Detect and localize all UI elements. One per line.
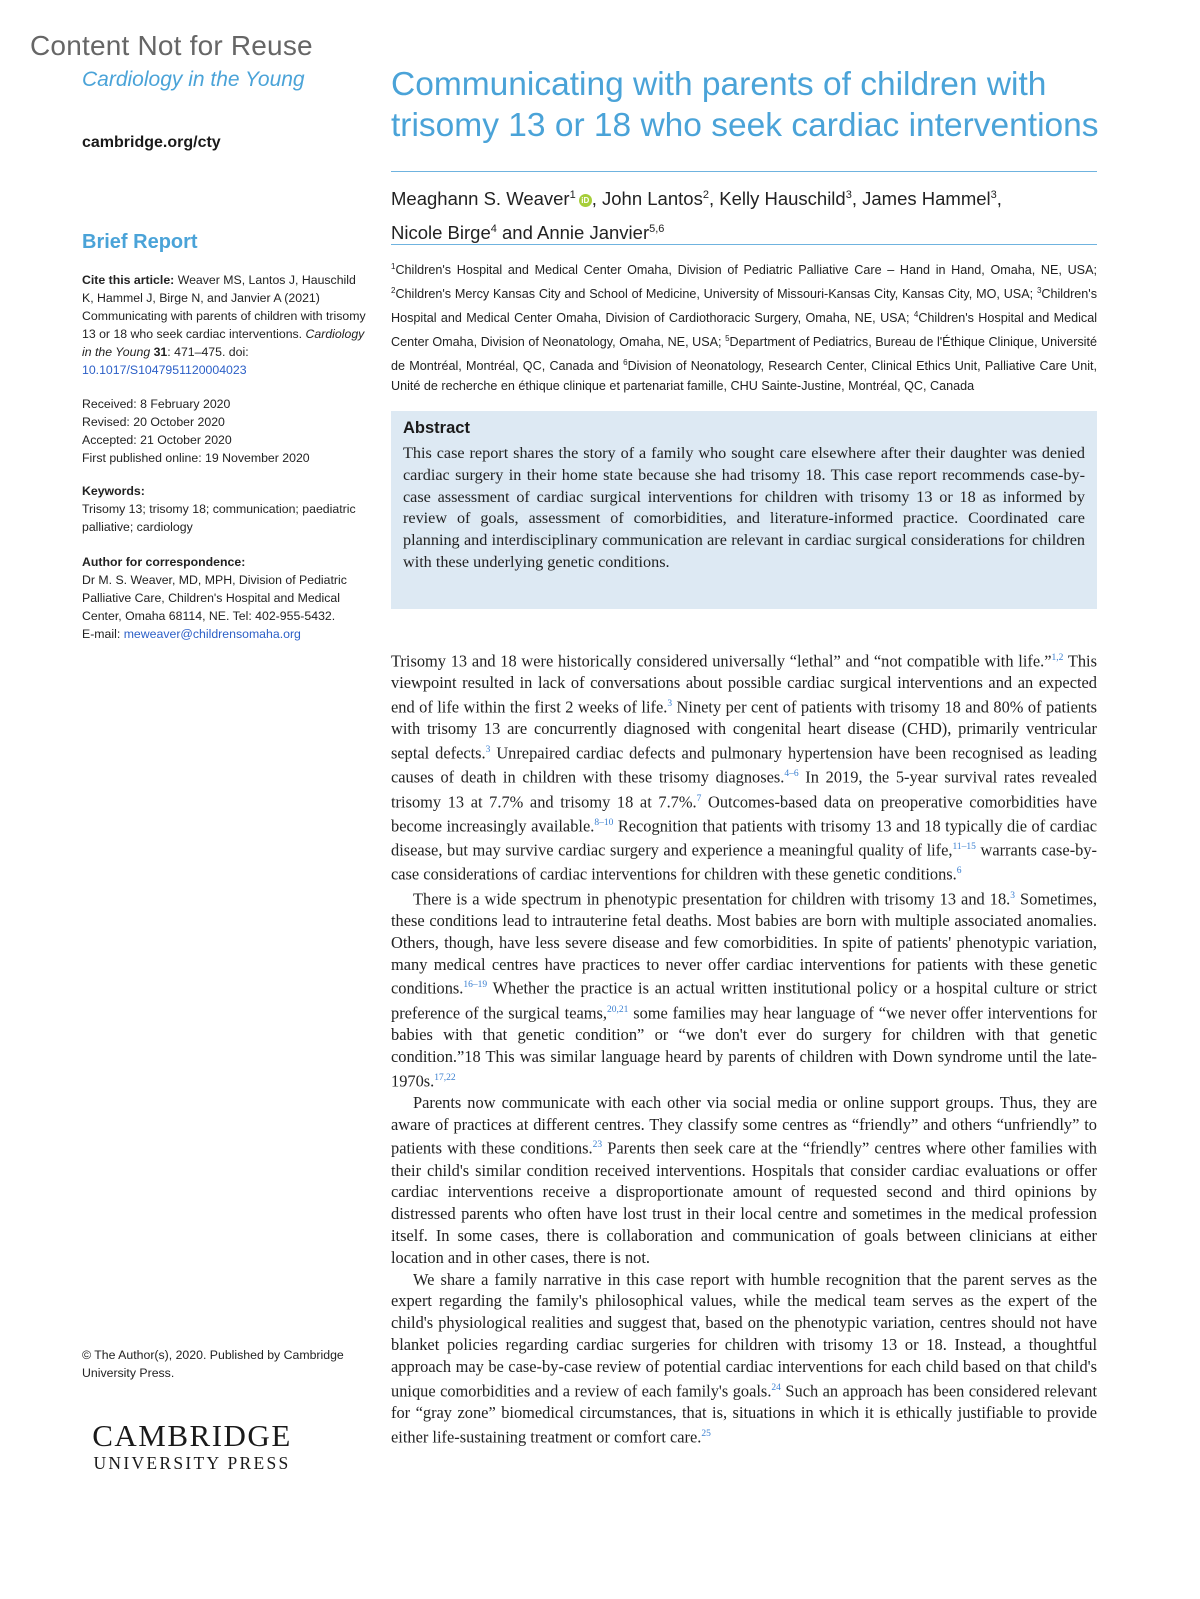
reference-link[interactable]: 1,2 xyxy=(1051,653,1064,663)
cite-volume: 31 xyxy=(153,345,168,359)
email-label: E-mail: xyxy=(82,627,121,641)
affiliation-marker: 2 xyxy=(391,285,396,295)
body-paragraph xyxy=(391,886,1097,1092)
orcid-icon[interactable]: iD xyxy=(579,194,592,207)
body-text-run: Unrepaired cardiac defects and pulmonary hypertension have been recognised as leading causes of death in children with these trisomy diagnoses. xyxy=(391,743,1097,787)
keywords-label: Keywords: xyxy=(82,484,145,498)
affiliation-marker: 6 xyxy=(623,357,628,367)
author-name: Nicole Birge xyxy=(391,222,491,244)
author-affiliation-marker: 1 xyxy=(569,189,576,201)
body-paragraph xyxy=(391,1092,1097,1269)
cite-label: Cite this article: xyxy=(82,273,175,287)
affiliation-marker: 5 xyxy=(725,333,730,343)
body-text-run: Trisomy 13 and 18 were historically considered universally “lethal” and “not compatible with life.” xyxy=(391,651,1052,671)
author-affiliation-marker: 3 xyxy=(990,189,997,201)
affiliation-text: Children's Hospital and Medical Center Omaha, Division of Pediatric Palliative Care – Hand in Hand, Omaha, NE, USA; xyxy=(395,263,1097,278)
body-text-run: Sometimes, these conditions lead to intrauterine fetal deaths. Most babies are born with multiple associated anomalies. Others, though, have less severe disease and few comorbidities. In spite of patients' phenotypic variation, many medical centres have practices to never offer cardiac interventions for patients with these genetic conditions. xyxy=(391,889,1098,998)
reference-link[interactable]: 16–19 xyxy=(463,980,488,991)
doi-link[interactable]: 10.1017/S1047951120004023 xyxy=(82,363,247,377)
date-received: Received: 8 February 2020 xyxy=(82,397,231,411)
title-rule xyxy=(391,171,1097,172)
body-text-run: Such an approach has been considered relevant for “gray zone” biomedical circumstances, that is, situations in which it is ethically justifiable to provide either life-sustaining treatment or comfort care. xyxy=(391,1381,1097,1447)
author-separator: , xyxy=(851,188,863,210)
reference-link[interactable]: 11–15 xyxy=(952,842,976,853)
author-name: Annie Janvier xyxy=(537,222,650,244)
body-paragraph xyxy=(391,648,1097,886)
author-name: John Lantos xyxy=(602,188,703,210)
body-text-run: Ninety per cent of patients with trisomy 18 and 80% of patients with trisomy 13 are concurrently diagnosed with congenital heart disease (CHD), primarily ventricular septal defects. xyxy=(391,697,1097,763)
keywords-block xyxy=(82,482,367,536)
reference-link[interactable]: 3 xyxy=(1010,890,1016,901)
affiliation-text: Children's Mercy Kansas City and School of Medicine, University of Missouri-Kansas City, Kansas City, MO, USA; xyxy=(395,287,1037,302)
watermark: Content Not for Reuse xyxy=(30,30,313,61)
body-text-run: This viewpoint resulted in lack of conversations about possible cardiac surgical interventions and an expected end of life within the first 2 weeks of life. xyxy=(391,651,1097,717)
affiliations xyxy=(391,257,1097,397)
body-text-run: Parents then seek care at the “friendly” centres where other families with their child's similar condition received interventions. Hospitals that consider cardiac evaluations or offer cardiac interventions receive a disproportionate amount of requested second and third opinions by distressed parents who often have lost trust in their local centre and sometimes in the medical profession itself. In some cases, there is collaboration and communication of goals between clinicians at either location and in other cases, there is not. xyxy=(391,1138,1098,1267)
journal-name: Cardiology in the Young xyxy=(82,68,305,91)
affiliation-text: Division of Neonatology, Research Center, Clinical Ethics Unit, Palliative Care Unit, Unité de recherche en éthique clinique et partenariat famille, CHU Sainte-Justine, Montréal, QC, Canada xyxy=(391,359,1097,393)
body-text-run: There is a wide spectrum in phenotypic presentation for children with trisomy 13 and 18. xyxy=(413,889,1011,909)
reference-link[interactable]: 3 xyxy=(485,745,491,756)
author-separator: , xyxy=(591,188,603,210)
keywords-text: Trisomy 13; trisomy 18; communication; paediatric palliative; cardiology xyxy=(82,502,356,534)
author-affiliation-marker: 5,6 xyxy=(649,223,665,236)
dates-block xyxy=(82,395,367,467)
author-name: Kelly Hauschild xyxy=(719,188,846,210)
date-published: First published online: 19 November 2020 xyxy=(82,451,310,465)
correspondence-label: Author for correspondence: xyxy=(82,555,246,569)
reference-link[interactable]: 8–10 xyxy=(594,817,614,828)
abstract-text: This case report shares the story of a family who sought care elsewhere after their daughter was denied cardiac surgery in their home state because she had trisomy 18. This case report recommends case-by-case assessment of cardiac surgical interventions for children with trisomy 13 or 18 as informed by review of goals, assessment of comorbidities, and literature-informed practice. Coordinated care planning and interdisciplinary communication are relevant in cardiac surgical considerations for children with these underlying genetic conditions. xyxy=(403,444,1085,571)
body-text-run: Parents now communicate with each other via social media or online support groups. Thus, they are aware of practices at different centres. They classify some centres as “friendly” and others “unfriendly” to patients with these conditions. xyxy=(391,1092,1097,1158)
body-text-run: In 2019, the 5-year survival rates revealed trisomy 13 at 7.7% and trisomy 18 at 7.7%. xyxy=(391,767,1097,812)
publisher-logo-line1: CAMBRIDGE xyxy=(92,1418,292,1453)
correspondence-block xyxy=(82,553,367,643)
author-name: Meaghann S. Weaver xyxy=(391,188,570,210)
affiliation-marker: 3 xyxy=(1036,285,1042,295)
body-text-run: Outcomes-based data on preoperative comorbidities have become increasingly available. xyxy=(391,792,1097,836)
correspondence-text: Dr M. S. Weaver, MD, MPH, Division of Pediatric Palliative Care, Children's Hospital and Medical Center, Omaha 68114, NE. Tel: 402-955-5432. xyxy=(82,573,347,623)
reference-link[interactable]: 24 xyxy=(771,1382,781,1393)
reference-link[interactable]: 7 xyxy=(696,793,702,804)
affiliation-marker: 4 xyxy=(913,309,919,319)
reference-link[interactable]: 4–6 xyxy=(784,769,799,780)
email-link[interactable]: meweaver@childrensomaha.org xyxy=(123,627,301,641)
publisher-logo xyxy=(82,1419,302,1473)
reference-link[interactable]: 25 xyxy=(701,1428,711,1439)
affiliation-text: Department of Pediatrics, Bureau de l'Éthique Clinique, Université de Montréal, Montréal, QC, Canada and xyxy=(391,335,1097,374)
cite-pages: : 471–475. doi: xyxy=(167,345,249,359)
affiliation-text: Children's Hospital and Medical Center Omaha, Division of Cardiothoracic Surgery, Omaha, NE, USA; xyxy=(391,287,1097,326)
body-text-run: warrants case-by-case considerations of cardiac interventions for children with these genetic conditions. xyxy=(391,840,1098,884)
date-accepted: Accepted: 21 October 2020 xyxy=(82,433,232,447)
body-text xyxy=(391,648,1097,1448)
author-separator: and xyxy=(496,222,538,244)
cite-journal: Cardiology in the Young xyxy=(82,327,365,359)
article-title: Communicating with parents of children with trisomy 13 or 18 who seek cardiac interventions xyxy=(391,66,1099,144)
abstract-heading: Abstract xyxy=(403,419,470,437)
body-text-run: some families may hear language of “we never offer interventions for babies with that genetic condition” or “we don't ever do surgery for children with that genetic condition.”18 This was similar language heard by parents of children with Down syndrome until the late-1970s. xyxy=(391,1003,1097,1090)
reference-link[interactable]: 6 xyxy=(956,866,962,877)
body-text-run: Whether the practice is an actual written institutional policy or a hospital culture or strict preference of the surgical teams, xyxy=(391,978,1097,1023)
author-name: James Hammel xyxy=(862,188,991,210)
reference-link[interactable]: 17,22 xyxy=(434,1072,456,1083)
citation-block xyxy=(82,271,367,379)
authors-rule xyxy=(391,244,1097,245)
author-affiliation-marker: 2 xyxy=(702,189,709,201)
cite-text: Weaver MS, Lantos J, Hauschild K, Hammel J, Birge N, and Janvier A (2021) Communicating with parents of children with trisomy 13 or 18 who seek cardiac interventions. xyxy=(82,273,366,341)
article-type: Brief Report xyxy=(82,231,198,253)
author-separator: , xyxy=(996,188,1002,210)
author-list xyxy=(391,180,1097,248)
author-affiliation-marker: 3 xyxy=(845,189,852,201)
body-text-run: We share a family narrative in this case report with humble recognition that the parent serves as the expert regarding the family's philosophical values, while the medical team serves as the expert of the child's physiological realities and suggest that, based on the phenotypic variation, centres should not have blanket policies regarding cardiac surgeries for children with trisomy 13 or 18. Instead, a thoughtful approach may be case-by-case review of potential cardiac interventions for each child based on that child's unique comorbidities and a review of each family's goals. xyxy=(391,1269,1097,1401)
author-separator: , xyxy=(708,188,720,210)
body-text-run: Recognition that patients with trisomy 13 and 18 typically die of cardiac disease, but may survive cardiac surgery and experience a meaningful quality of life, xyxy=(391,816,1098,860)
author-affiliation-marker: 4 xyxy=(490,223,497,236)
publisher-logo-line2: UNIVERSITY PRESS xyxy=(93,1453,291,1473)
body-paragraph xyxy=(391,1269,1097,1448)
reference-link[interactable]: 23 xyxy=(592,1140,603,1151)
affiliation-marker: 1 xyxy=(391,262,396,271)
reference-link[interactable]: 3 xyxy=(667,699,673,710)
affiliation-text: Children's Hospital and Medical Center Omaha, Division of Neonatology, Omaha, NE, USA; xyxy=(391,311,1097,350)
journal-url[interactable]: cambridge.org/cty xyxy=(82,134,221,151)
copyright: © The Author(s), 2020. Published by Cambridge University Press. xyxy=(82,1348,344,1380)
abstract-box xyxy=(391,411,1097,609)
date-revised: Revised: 20 October 2020 xyxy=(82,415,225,429)
reference-link[interactable]: 20,21 xyxy=(607,1004,629,1015)
